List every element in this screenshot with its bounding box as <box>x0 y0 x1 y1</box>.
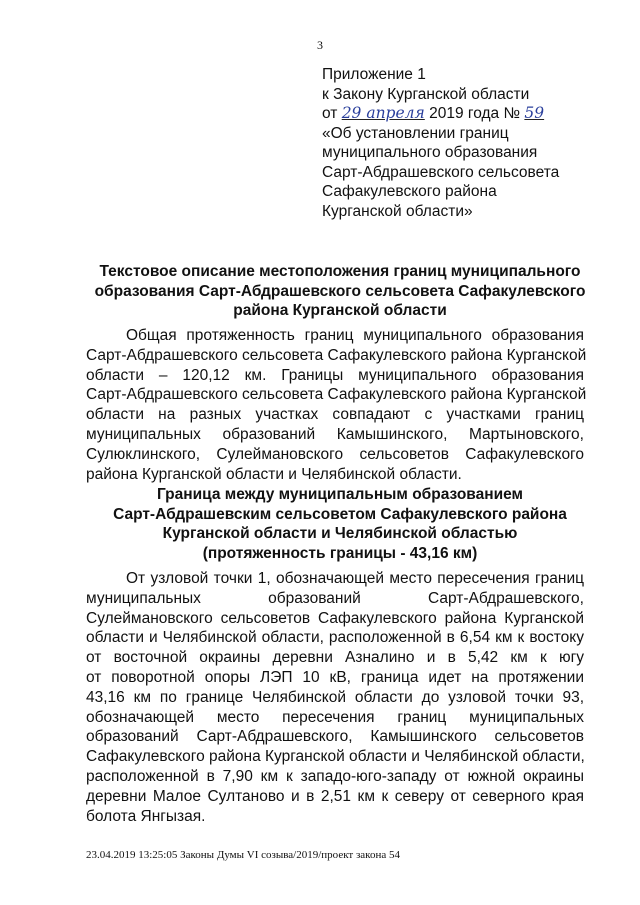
appendix-header <box>322 65 622 221</box>
paragraph-total-length <box>86 326 587 484</box>
paragraph-line: Общая протяженность границ муниципального образования <box>126 327 584 344</box>
date-prefix: от <box>322 105 342 122</box>
paragraph-line: области – 120,12 км. Границы муниципального образования <box>86 366 584 384</box>
paragraph-line: от восточной окраины деревни Азналино и в 5,42 км к югу <box>86 649 584 667</box>
heading-line: Сарт-Абдрашевским сельсоветом Сафакулевского района <box>113 505 567 523</box>
paragraph-line: 43,16 км по границе Челябинской области до узловой точки 93, <box>86 688 584 706</box>
appendix-law-ref: к Закону Курганской области <box>322 85 530 103</box>
paragraph-line: Сулюклинского, Сулеймановского сельсоветов Сафакулевского <box>86 445 584 463</box>
appendix-law-title-1: «Об установлении границ <box>322 124 509 142</box>
paragraph-line: обозначающей место пересечения границ муниципальных <box>86 708 584 726</box>
appendix-date-line <box>322 104 622 124</box>
heading-line: Граница между муниципальным образованием <box>156 486 524 503</box>
paragraph-line: от поворотной опоры ЛЭП 10 кВ, граница идет на протяжении <box>86 668 584 686</box>
paragraph-line: Сафакулевского района Курганской области и Челябинской области, <box>86 748 585 766</box>
appendix-law-title-3: Сарт-Абдрашевского сельсовета <box>322 163 560 181</box>
paragraph-line: Сарт-Абдрашевского сельсовета Сафакулевского района Курганской <box>86 346 587 364</box>
heading-line: Текстовое описание местоположения границ муниципального <box>99 263 581 280</box>
heading-line: образования Сарт-Абдрашевского сельсовета Сафакулевского <box>94 282 586 300</box>
appendix-law-title-5: Курганской области» <box>322 202 473 220</box>
page-number: 3 <box>317 38 323 52</box>
section-heading-1 <box>80 262 600 321</box>
date-middle: 2019 года № <box>424 105 525 122</box>
paragraph-line: Сулеймановского сельсоветов Сафакулевского района Курганской <box>86 609 584 627</box>
paragraph-line: болота Янгызая. <box>86 807 206 825</box>
paragraph-boundary-description <box>86 569 584 826</box>
paragraph-line: области на разных участках совпадают с участками границ <box>86 406 584 424</box>
paragraph-line: Сарт-Абдрашевского сельсовета Сафакулевского района Курганской <box>86 386 587 404</box>
paragraph-line: района Курганской области и Челябинской области. <box>86 465 462 483</box>
section-heading-2 <box>80 485 600 563</box>
appendix-law-title-4: Сафакулевского района <box>322 183 497 200</box>
paragraph-line: области и Челябинской области, расположенной в 6,54 км к востоку <box>86 629 584 647</box>
paragraph-line: От узловой точки 1, обозначающей место пересечения границ <box>126 570 584 587</box>
appendix-law-title-2: муниципального образования <box>322 144 538 161</box>
paragraph-line: муниципальных образований Камышинского, Мартыновского, <box>86 425 584 443</box>
document-footer: 23.04.2019 13:25:05 Законы Думы VI созыва/2019/проект закона 54 <box>86 849 400 861</box>
handwritten-law-number: 59 <box>524 104 545 122</box>
appendix-title: Приложение 1 <box>322 66 426 83</box>
heading-line: (протяженность границы - 43,16 км) <box>202 544 478 562</box>
heading-line: района Курганской области <box>233 302 447 319</box>
heading-line: Курганской области и Челябинской областью <box>162 525 518 542</box>
handwritten-date: 29 апреля <box>341 104 425 122</box>
paragraph-line: образований Сарт-Абдрашевского, Камышинского сельсоветов <box>86 728 584 746</box>
paragraph-line: деревни Малое Султаново и в 2,51 км к северу от северного края <box>86 787 584 805</box>
paragraph-line: расположенной в 7,90 км к западо-юго-западу от южной окраины <box>86 767 584 785</box>
paragraph-line: муниципальных образований Сарт-Абдрашевского, <box>86 589 584 607</box>
